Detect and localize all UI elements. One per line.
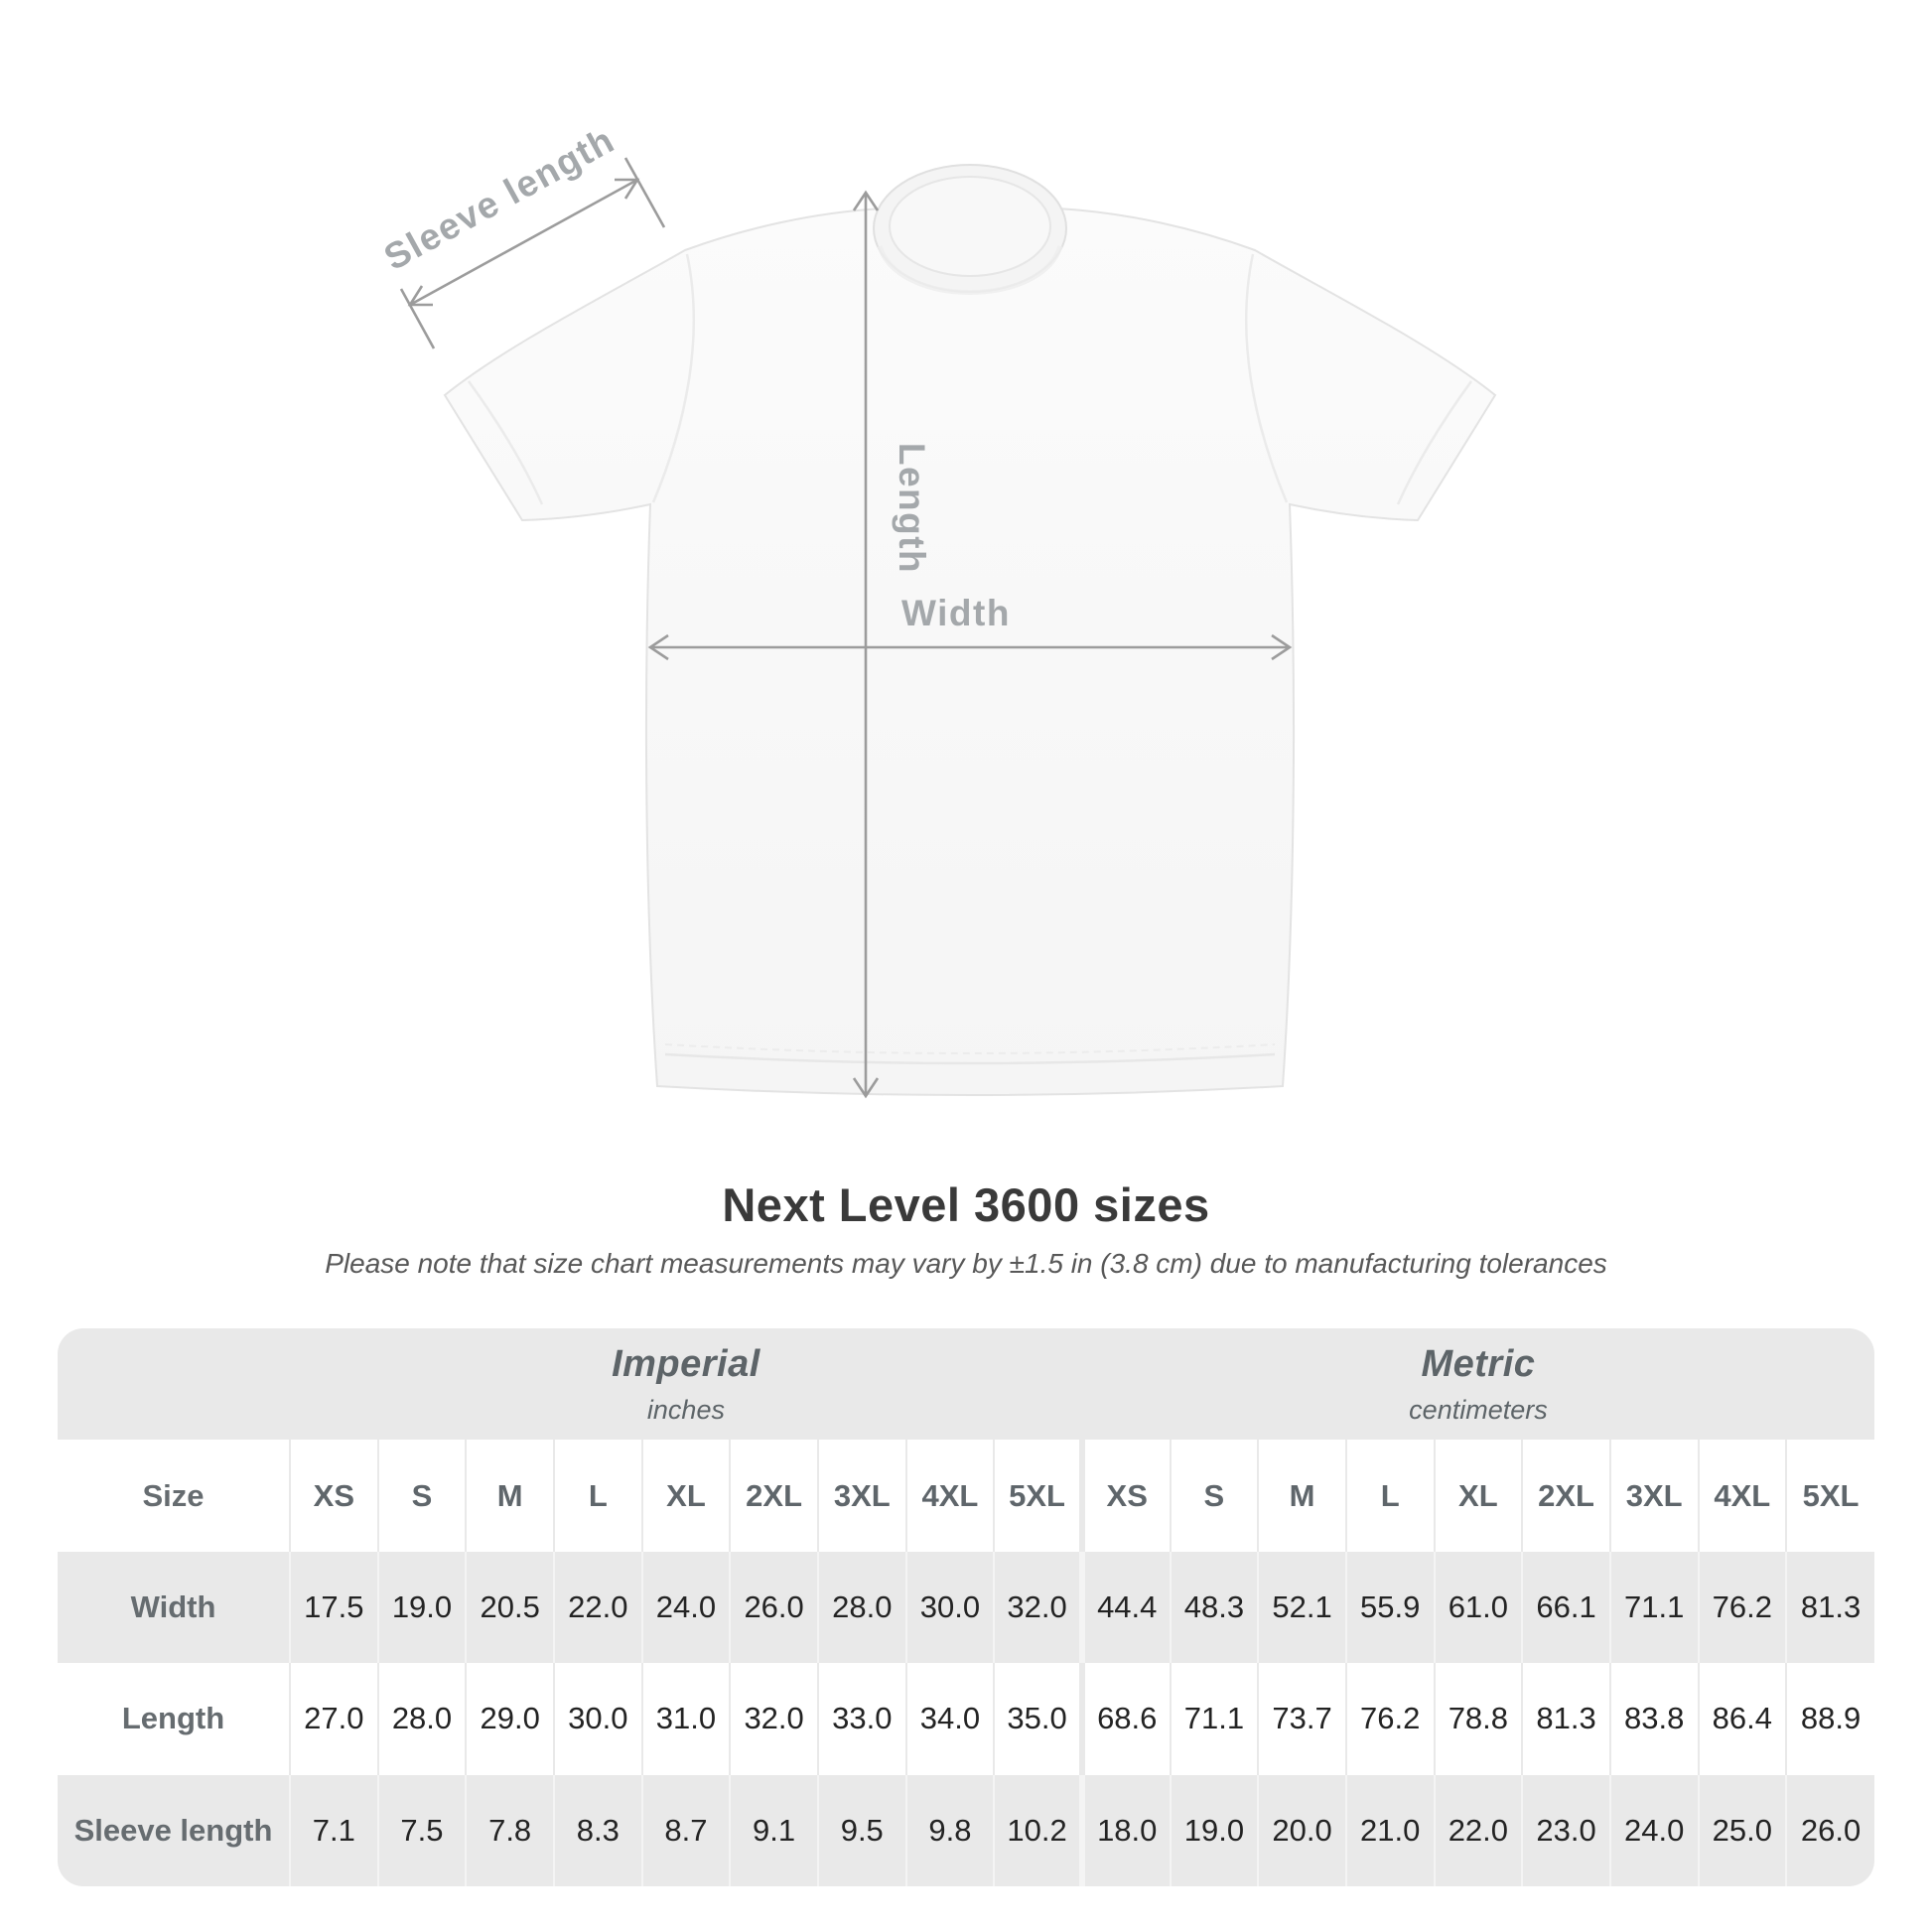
size-column-header: M xyxy=(466,1440,554,1551)
measurement-value: 88.9 xyxy=(1786,1663,1874,1774)
size-column-header: 2XL xyxy=(1522,1440,1610,1551)
units-header-row xyxy=(58,1328,1874,1440)
measurement-value: 61.0 xyxy=(1435,1552,1523,1663)
measurement-value: 34.0 xyxy=(906,1663,995,1774)
measurement-value: 44.4 xyxy=(1082,1552,1171,1663)
measurement-value: 19.0 xyxy=(378,1552,467,1663)
measurement-value: 25.0 xyxy=(1699,1775,1787,1886)
measurement-value: 55.9 xyxy=(1346,1552,1435,1663)
measurement-value: 7.8 xyxy=(466,1775,554,1886)
measurement-value: 26.0 xyxy=(730,1552,818,1663)
measurement-row-label: Sleeve length xyxy=(73,1812,273,1848)
measurement-value: 81.3 xyxy=(1786,1552,1874,1663)
tolerance-note: Please note that size chart measurements may vary by ±1.5 in (3.8 cm) due to manufacturing tolerances xyxy=(325,1248,1607,1279)
size-column-header: 5XL xyxy=(1786,1440,1874,1551)
size-column-header: L xyxy=(1346,1440,1435,1551)
collar-inner xyxy=(890,177,1050,276)
measurement-value: 30.0 xyxy=(906,1552,995,1663)
imperial-unit: inches xyxy=(646,1394,725,1425)
measurement-value: 9.8 xyxy=(906,1775,995,1886)
measurement-value: 7.1 xyxy=(290,1775,378,1886)
measurement-value: 26.0 xyxy=(1786,1775,1874,1886)
measurement-value: 18.0 xyxy=(1082,1775,1171,1886)
size-column-header: 4XL xyxy=(1699,1440,1787,1551)
length-label: Length xyxy=(892,442,932,575)
measurement-row xyxy=(58,1552,1874,1663)
measurement-value: 10.2 xyxy=(994,1775,1082,1886)
measurement-value: 8.3 xyxy=(554,1775,642,1886)
measurement-value: 33.0 xyxy=(818,1663,906,1774)
measurement-value: 68.6 xyxy=(1082,1663,1171,1774)
measurement-row-label: Length xyxy=(121,1701,225,1736)
measurement-value: 8.7 xyxy=(642,1775,731,1886)
measurement-row xyxy=(58,1775,1874,1886)
size-column-header: M xyxy=(1258,1440,1346,1551)
measurement-value: 86.4 xyxy=(1699,1663,1787,1774)
measurement-value: 19.0 xyxy=(1171,1775,1259,1886)
metric-unit: centimeters xyxy=(1409,1394,1548,1425)
measurement-row xyxy=(58,1663,1874,1774)
measurement-value: 20.0 xyxy=(1258,1775,1346,1886)
measurement-value: 28.0 xyxy=(378,1663,467,1774)
measurement-value: 71.1 xyxy=(1171,1663,1259,1774)
tshirt-body xyxy=(445,208,1495,1095)
size-column-header: 3XL xyxy=(818,1440,906,1551)
size-column-header: 2XL xyxy=(730,1440,818,1551)
size-column-header: XL xyxy=(1435,1440,1523,1551)
size-column-header: L xyxy=(554,1440,642,1551)
measurement-value: 71.1 xyxy=(1610,1552,1699,1663)
metric-title: Metric xyxy=(1421,1342,1536,1385)
measurement-value: 48.3 xyxy=(1171,1552,1259,1663)
measurement-value: 23.0 xyxy=(1522,1775,1610,1886)
measurement-value: 27.0 xyxy=(290,1663,378,1774)
measurement-value: 9.1 xyxy=(730,1775,818,1886)
size-column-header: 3XL xyxy=(1610,1440,1699,1551)
measurement-value: 31.0 xyxy=(642,1663,731,1774)
metric-header-cell xyxy=(1082,1328,1874,1440)
measurement-value: 52.1 xyxy=(1258,1552,1346,1663)
measurement-value: 81.3 xyxy=(1522,1663,1610,1774)
size-column-header: S xyxy=(378,1440,467,1551)
size-column-header: S xyxy=(1171,1440,1259,1551)
measurement-value: 29.0 xyxy=(466,1663,554,1774)
size-corner-header: Size xyxy=(142,1477,205,1513)
size-table xyxy=(58,1328,1874,1886)
size-column-header: XS xyxy=(290,1440,378,1551)
size-column-header: XL xyxy=(642,1440,731,1551)
measurement-value: 20.5 xyxy=(466,1552,554,1663)
measurement-value: 76.2 xyxy=(1346,1663,1435,1774)
imperial-title: Imperial xyxy=(612,1342,760,1385)
measurement-value: 24.0 xyxy=(642,1552,731,1663)
measurement-value: 22.0 xyxy=(1435,1775,1523,1886)
measurement-value: 24.0 xyxy=(1610,1775,1699,1886)
size-column-header: 5XL xyxy=(994,1440,1082,1551)
measurement-value: 35.0 xyxy=(994,1663,1082,1774)
measurement-value: 21.0 xyxy=(1346,1775,1435,1886)
measurement-value: 7.5 xyxy=(378,1775,467,1886)
measurement-value: 30.0 xyxy=(554,1663,642,1774)
sizes-header-row xyxy=(58,1440,1874,1551)
measurement-value: 32.0 xyxy=(730,1663,818,1774)
page-title: Next Level 3600 sizes xyxy=(722,1178,1210,1231)
imperial-header-cell xyxy=(290,1328,1082,1440)
units-corner-cell xyxy=(58,1328,290,1440)
measurement-value: 76.2 xyxy=(1699,1552,1787,1663)
measurement-value: 28.0 xyxy=(818,1552,906,1663)
measurement-value: 32.0 xyxy=(994,1552,1082,1663)
measurement-value: 9.5 xyxy=(818,1775,906,1886)
measurement-value: 83.8 xyxy=(1610,1663,1699,1774)
size-column-header: XS xyxy=(1082,1440,1171,1551)
measurement-value: 73.7 xyxy=(1258,1663,1346,1774)
measurement-value: 17.5 xyxy=(290,1552,378,1663)
measurement-row-label: Width xyxy=(130,1588,216,1624)
caption-block xyxy=(0,1177,1932,1280)
sleeve-length-label: Sleeve length xyxy=(377,118,621,279)
measurement-value: 22.0 xyxy=(554,1552,642,1663)
measurement-value: 66.1 xyxy=(1522,1552,1610,1663)
size-column-header: 4XL xyxy=(906,1440,995,1551)
size-table-card xyxy=(58,1328,1874,1886)
measurement-value: 78.8 xyxy=(1435,1663,1523,1774)
width-label: Width xyxy=(901,593,1011,633)
